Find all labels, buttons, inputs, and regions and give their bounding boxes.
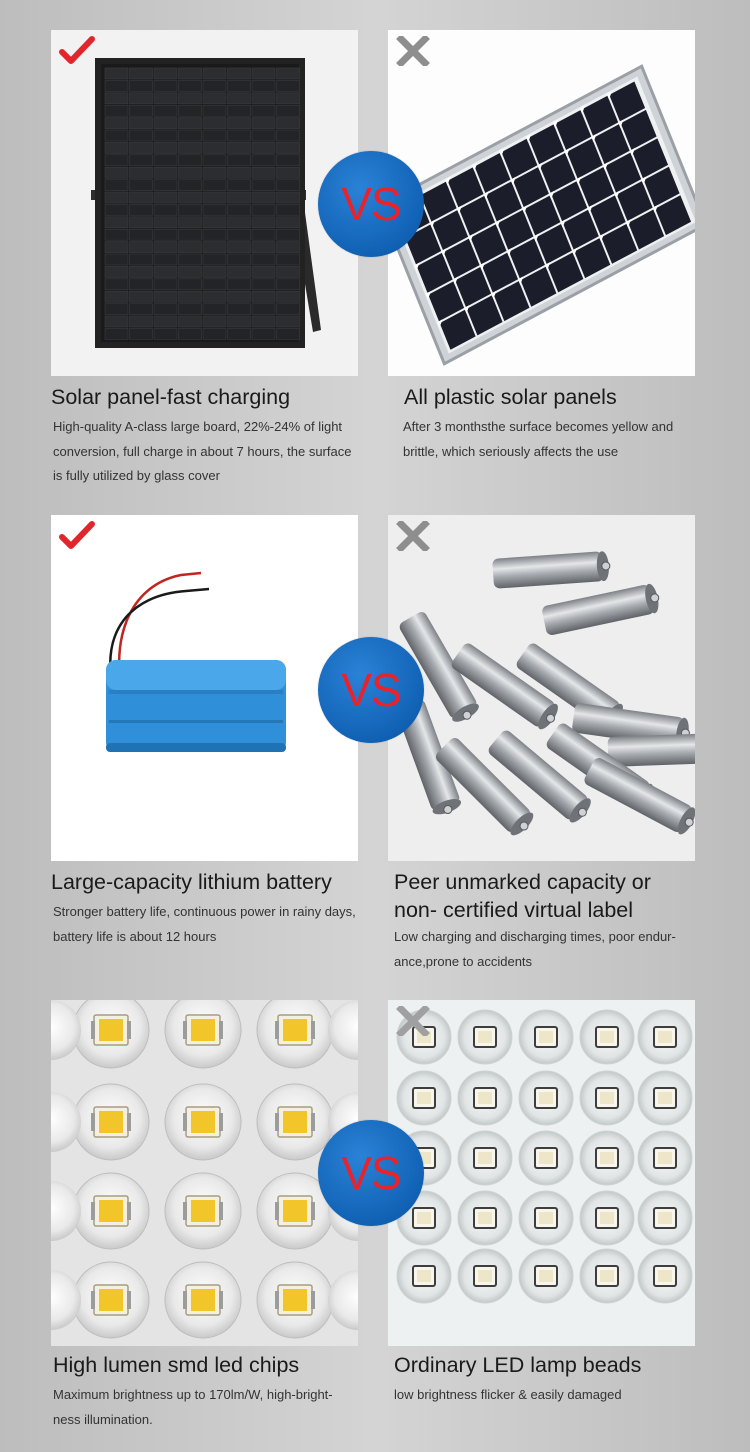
cross-icon: [396, 521, 430, 551]
led-bead-grid: [397, 1010, 692, 1303]
bad-title: Peer unmarked capacity or: [394, 870, 651, 894]
comparison-led-chips: [0, 970, 750, 1452]
comparison-solar-panel: [0, 0, 750, 485]
bad-title: non- certified virtual label: [394, 898, 634, 922]
cross-icon: [396, 1006, 430, 1036]
good-desc-line: battery life is about 12 hours: [53, 929, 217, 944]
good-title: High lumen smd led chips: [53, 1353, 300, 1377]
bad-solar-panel-image: [388, 30, 695, 376]
vs-badge: VS: [318, 637, 424, 743]
bad-desc-line: ance,prone to accidents: [394, 954, 533, 969]
bad-led-image: [388, 1000, 695, 1346]
bad-desc-line: Low charging and discharging times, poor endur-: [394, 929, 676, 944]
good-battery-image: [51, 515, 358, 861]
cross-icon: [396, 36, 430, 66]
good-desc-line: Maximum brightness up to 170lm/W, high-bright-: [53, 1387, 333, 1402]
good-led-image: [51, 1000, 358, 1346]
good-solar-panel-image: [51, 30, 358, 376]
bad-desc-line: After 3 monthsthe surface becomes yellow and: [403, 419, 674, 434]
bad-title: All plastic solar panels: [404, 385, 617, 409]
good-title: Solar panel-fast charging: [51, 385, 291, 409]
good-desc-line: conversion, full charge in about 7 hours, the surface: [53, 444, 352, 459]
vs-badge: VS: [318, 151, 424, 257]
good-desc-line: High-quality A-class large board, 22%-24% of light: [53, 419, 343, 434]
comparison-battery: [0, 485, 750, 985]
bad-battery-image: [388, 515, 695, 861]
bad-title: Ordinary LED lamp beads: [394, 1353, 642, 1377]
good-desc-line: ness illumination.: [53, 1412, 153, 1427]
good-desc-line: Stronger battery life, continuous power in rainy days,: [53, 904, 356, 919]
vs-badge: VS: [318, 1120, 424, 1226]
check-icon: [59, 36, 95, 66]
good-title: Large-capacity lithium battery: [51, 870, 332, 894]
check-icon: [59, 521, 95, 551]
bad-desc-line: low brightness flicker & easily damaged: [394, 1387, 622, 1402]
good-desc-line: is fully utilized by glass cover: [53, 468, 220, 483]
bad-desc-line: brittle, which seriously affects the use: [403, 444, 619, 459]
